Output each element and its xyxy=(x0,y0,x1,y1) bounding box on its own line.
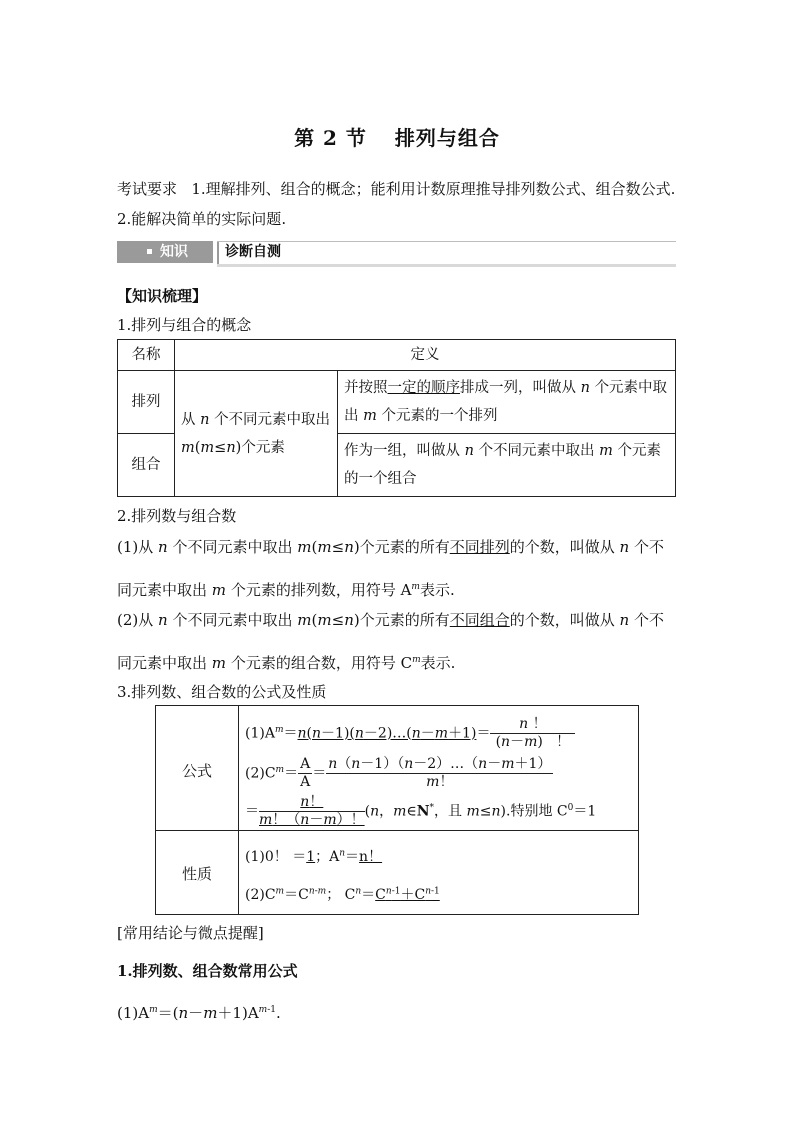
sec2-para1: (1)从 n 个不同元素中取出 m(m≤n)个元素的所有不同排列的个数，叫做从 n 个不同元素中取出 m 个元素的排列数，用符号 $A^m$表示. xyxy=(117,538,665,599)
notes-heading: [常用结论与微点提醒] xyxy=(117,924,264,942)
label-formula: 公式 xyxy=(181,762,212,780)
requirements-label: 考试要求 xyxy=(117,180,178,198)
row-permutation-def: 并按照一定的顺序排成一列，叫做从 n 个元素中取出 m 个元素的一个排列 xyxy=(338,371,676,434)
sec2-heading: 2.排列数与组合数 xyxy=(117,507,237,525)
conclusion-formula-1: $(1)A^m=(n-m+1)A^{m-1}$. xyxy=(117,1004,281,1022)
label-property: 性质 xyxy=(181,865,212,883)
section-number: 第 2 节 xyxy=(294,126,367,150)
sec2-para2: (2)从 n 个不同元素中取出 m(m≤n)个元素的所有不同组合的个数，叫做从 n 个不同元素中取出 m 个元素的组合数，用符号 $C^m$表示. xyxy=(117,611,665,672)
formula-combination-factorial: ＝ $\frac{n!}{m!(n-m)!}$ (n，m∈N*，且 m≤n).特别地 $C^0=1$ xyxy=(245,794,597,828)
formula-table xyxy=(155,705,639,915)
exam-requirements xyxy=(117,174,677,234)
sec3-heading: 3.排列数、组合数的公式及性质 xyxy=(117,683,327,701)
section-banner xyxy=(117,241,676,263)
conclusion-heading: 1.排列数、组合数常用公式 xyxy=(117,962,298,980)
underlined-term: 一定的顺序 xyxy=(387,380,460,396)
concept-table xyxy=(117,339,676,497)
property-2: $(2)C^m=C^{n-m}$； $C^n=C^{n-1}+C^{n-1}$ xyxy=(245,886,440,903)
property-1: (1)0！ ＝1；$A^n=n$！ xyxy=(245,848,383,865)
col-def-header: 定义 xyxy=(175,340,676,371)
formula-permutation: $(1)A^m=n(n-1)(n-2)\dots(n-m+1)=$ $\frac{n !}{(n-m) !}$ xyxy=(245,716,574,750)
banner-diagnosis xyxy=(217,241,676,267)
row-combination-def: 作为一组，叫做从 n 个不同元素中取出 m 个元素的一个组合 xyxy=(338,434,676,497)
bullet-icon xyxy=(147,249,152,254)
banner-knowledge xyxy=(117,241,213,263)
shared-definition: 从 n 个不同元素中取出m(m≤n)个元素 xyxy=(175,371,338,497)
section-topic: 排列与组合 xyxy=(394,126,500,150)
row-combination-name: 组合 xyxy=(118,434,175,497)
row-permutation-name: 排列 xyxy=(118,371,175,434)
formula-combination: $(2)C^m=$ $\frac{A}{A}$ ＝ $\frac{n(n-1)(n-2)\dots(n-m+1)}{m!}$ xyxy=(245,756,552,790)
page-title xyxy=(0,122,794,151)
knowledge-heading: 【知识梳理】 xyxy=(117,287,208,305)
col-name-header: 名称 xyxy=(118,340,175,371)
underlined-term: 不同组合 xyxy=(449,611,510,629)
sec1-heading: 1.排列与组合的概念 xyxy=(117,316,252,334)
underlined-term: 不同排列 xyxy=(449,538,510,556)
banner-right-label: 诊断自测 xyxy=(225,244,281,260)
banner-left-label: 知识 xyxy=(160,244,188,260)
requirements-text: 1.理解排列、组合的概念；能利用计数原理推导排列数公式、组合数公式. 2.能解决简单的实际问题. xyxy=(117,180,676,228)
